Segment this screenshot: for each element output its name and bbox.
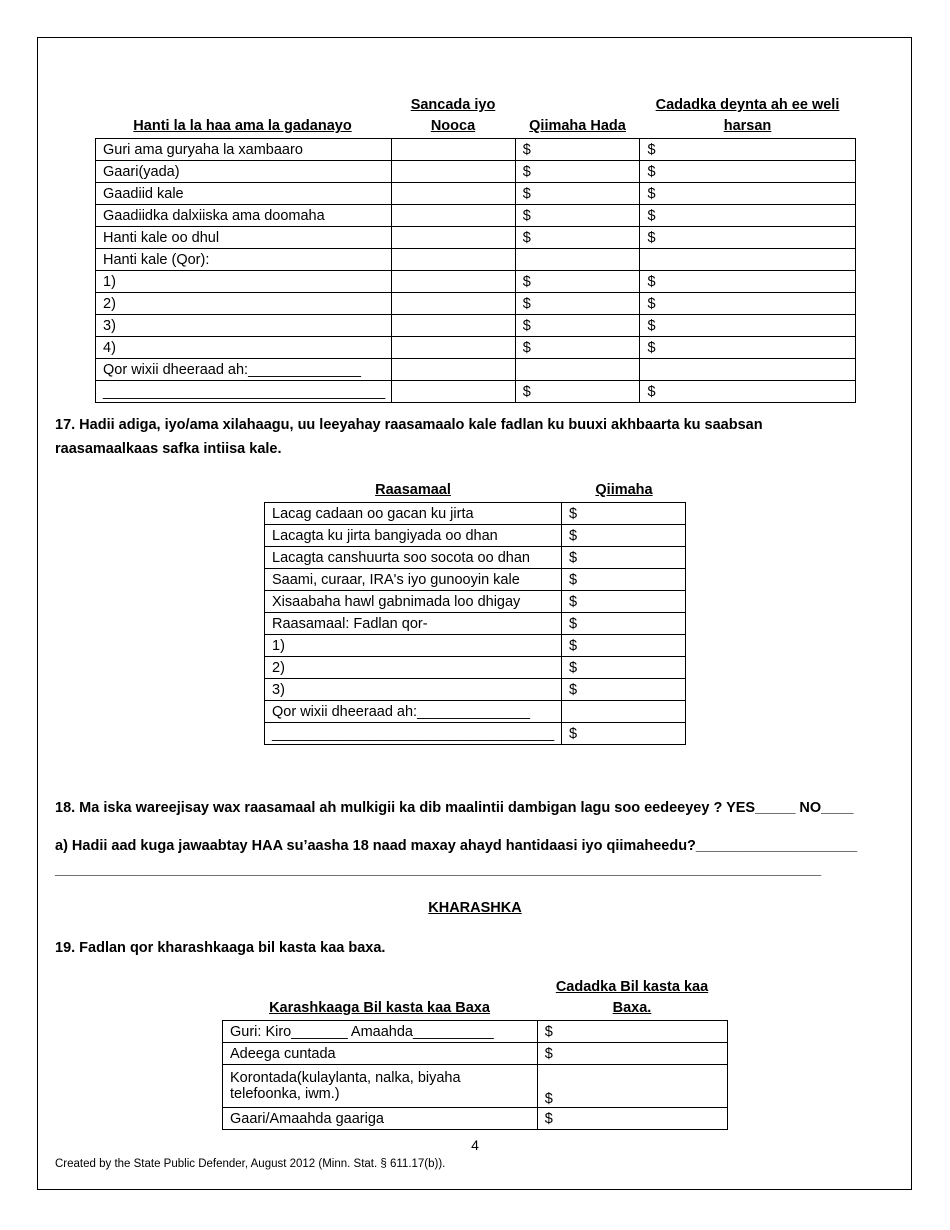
capital-value-cell[interactable]: $	[561, 591, 685, 613]
asset-debt-cell[interactable]: $	[640, 337, 856, 359]
asset-debt-cell[interactable]: $	[640, 161, 856, 183]
asset-type-cell[interactable]	[391, 359, 515, 381]
capital-label: 2)	[265, 657, 562, 679]
expense-value-cell[interactable]: $	[537, 1065, 727, 1108]
table-row	[223, 1108, 728, 1130]
expense-value-cell[interactable]: $	[537, 1108, 727, 1130]
capital-label: Lacag cadaan oo gacan ku jirta	[265, 503, 562, 525]
question-17: 17. Hadii adiga, iyo/ama xilahaagu, uu leeyahay raasamaalo kale fadlan ku buuxi akhbaarta ku saabsan raasamaalkaas safka intiisa kale.	[55, 417, 763, 457]
asset-value-cell[interactable]: $	[515, 271, 640, 293]
table-row	[223, 1065, 728, 1108]
asset-value-cell[interactable]: $	[515, 315, 640, 337]
asset-type-cell[interactable]	[391, 315, 515, 337]
asset-type-cell[interactable]	[391, 337, 515, 359]
table-row	[96, 315, 856, 337]
table-row	[96, 293, 856, 315]
asset-debt-cell[interactable]: $	[640, 183, 856, 205]
asset-label: 4)	[96, 337, 392, 359]
asset-type-cell[interactable]	[391, 183, 515, 205]
asset-value-cell[interactable]: $	[515, 139, 640, 161]
question-18: 18. Ma iska wareejisay wax raasamaal ah mulkigii ka dib maalintii dambigan lagu soo eedeeyey ? YES_____ NO____	[55, 800, 854, 816]
asset-debt-cell[interactable]: $	[640, 227, 856, 249]
capital-label[interactable]: Qor wixii dheeraad ah:______________	[265, 701, 562, 723]
asset-debt-cell[interactable]: $	[640, 271, 856, 293]
asset-value-cell[interactable]: $	[515, 183, 640, 205]
table-row	[265, 613, 686, 635]
asset-type-cell[interactable]	[391, 227, 515, 249]
capital-label: Raasamaal: Fadlan qor-	[265, 613, 562, 635]
expense-label[interactable]: Guri: Kiro_______ Amaahda__________	[223, 1021, 538, 1043]
asset-type-cell[interactable]	[391, 293, 515, 315]
capital-value-cell[interactable]: $	[561, 525, 685, 547]
capital-label[interactable]: ___________________________________	[265, 723, 562, 745]
table-row	[96, 249, 856, 271]
question-18a: a) Hadii aad kuga jawaabtay HAA su’aasha 18 naad maxay ahayd hantidaasi iyo qiimaheedu?____________________	[55, 838, 858, 854]
asset-value-cell[interactable]	[515, 249, 640, 271]
asset-label: Gaari(yada)	[96, 161, 392, 183]
asset-type-cell[interactable]	[391, 249, 515, 271]
asset-label: 2)	[96, 293, 392, 315]
asset-label: Guri ama guryaha la xambaaro	[96, 139, 392, 161]
table-row	[96, 227, 856, 249]
asset-value-cell[interactable]: $	[515, 161, 640, 183]
expense-label: Korontada(kulaylanta, nalka, biyaha telefoonka, iwm.)	[223, 1065, 538, 1108]
capital-label: 1)	[265, 635, 562, 657]
asset-debt-cell[interactable]: $	[640, 139, 856, 161]
expense-header-amount: Cadadka Bil kasta kaa Baxa.	[555, 979, 709, 1016]
asset-debt-cell[interactable]	[640, 359, 856, 381]
capital-value-cell[interactable]: $	[561, 503, 685, 525]
asset-debt-cell[interactable]: $	[640, 315, 856, 337]
assets-header-value: Qiimaha Hada	[529, 118, 626, 134]
asset-label: 1)	[96, 271, 392, 293]
table-row	[96, 359, 856, 381]
capital-value-cell[interactable]: $	[561, 657, 685, 679]
assets-header-type: Sancada iyo Nooca	[410, 97, 496, 134]
assets-table	[95, 138, 856, 403]
table-row	[265, 503, 686, 525]
table-row	[223, 1043, 728, 1065]
table-row	[265, 569, 686, 591]
asset-debt-cell[interactable]	[640, 249, 856, 271]
table-row	[96, 205, 856, 227]
table-row	[265, 635, 686, 657]
capital-value-cell[interactable]	[561, 701, 685, 723]
asset-label: 3)	[96, 315, 392, 337]
capital-header-value: Qiimaha	[595, 482, 653, 498]
asset-debt-cell[interactable]: $	[640, 205, 856, 227]
page-number: 4	[471, 1137, 479, 1153]
asset-value-cell[interactable]: $	[515, 205, 640, 227]
capital-label: Saami, curaar, IRA's iyo gunooyin kale	[265, 569, 562, 591]
capital-label: Xisaabaha hawl gabnimada loo dhigay	[265, 591, 562, 613]
asset-label[interactable]: ___________________________________	[96, 381, 392, 403]
capital-table	[264, 502, 686, 745]
asset-label: Gaadiidka dalxiiska ama doomaha	[96, 205, 392, 227]
asset-type-cell[interactable]	[391, 271, 515, 293]
capital-label: 3)	[265, 679, 562, 701]
table-row	[265, 657, 686, 679]
capital-header-item: Raasamaal	[375, 482, 451, 498]
table-row	[96, 161, 856, 183]
table-row	[265, 547, 686, 569]
expense-label: Gaari/Amaahda gaariga	[223, 1108, 538, 1130]
capital-value-cell[interactable]: $	[561, 569, 685, 591]
table-row	[96, 381, 856, 403]
question-19: 19. Fadlan qor kharashkaaga bil kasta kaa baxa.	[55, 940, 386, 956]
table-row	[96, 139, 856, 161]
asset-type-cell[interactable]	[391, 139, 515, 161]
expense-table	[222, 1020, 728, 1130]
section-title: KHARASHKA	[428, 900, 522, 916]
capital-value-cell[interactable]: $	[561, 613, 685, 635]
asset-type-cell[interactable]	[391, 381, 515, 403]
asset-value-cell[interactable]: $	[515, 293, 640, 315]
capital-value-cell[interactable]: $	[561, 547, 685, 569]
asset-debt-cell[interactable]: $	[640, 293, 856, 315]
asset-debt-cell[interactable]: $	[640, 381, 856, 403]
asset-label[interactable]: Qor wixii dheeraad ah:______________	[96, 359, 392, 381]
question-18a-answer-line[interactable]: _______________________________________________________________________________________________	[55, 862, 822, 878]
capital-label: Lacagta ku jirta bangiyada oo dhan	[265, 525, 562, 547]
table-row	[265, 723, 686, 745]
asset-value-cell[interactable]: $	[515, 381, 640, 403]
footer-credit: Created by the State Public Defender, August 2012 (Minn. Stat. § 611.17(b)).	[55, 1158, 446, 1170]
assets-header-debt: Cadadka deynta ah ee weli harsan	[655, 97, 840, 134]
asset-type-cell[interactable]	[391, 161, 515, 183]
table-row	[265, 701, 686, 723]
asset-value-cell[interactable]: $	[515, 337, 640, 359]
table-row	[96, 337, 856, 359]
table-row	[96, 271, 856, 293]
table-row	[223, 1021, 728, 1043]
expense-value-cell[interactable]: $	[537, 1021, 727, 1043]
asset-label: Hanti kale oo dhul	[96, 227, 392, 249]
table-row	[265, 525, 686, 547]
capital-value-cell[interactable]: $	[561, 679, 685, 701]
table-row	[265, 679, 686, 701]
expense-value-cell[interactable]: $	[537, 1043, 727, 1065]
table-row	[96, 183, 856, 205]
expense-header-item: Karashkaaga Bil kasta kaa Baxa	[269, 1000, 490, 1016]
capital-value-cell[interactable]: $	[561, 635, 685, 657]
capital-value-cell[interactable]: $	[561, 723, 685, 745]
asset-value-cell[interactable]	[515, 359, 640, 381]
expense-label: Adeega cuntada	[223, 1043, 538, 1065]
asset-label: Gaadiid kale	[96, 183, 392, 205]
asset-label: Hanti kale (Qor):	[96, 249, 392, 271]
table-row	[265, 591, 686, 613]
asset-type-cell[interactable]	[391, 205, 515, 227]
capital-label: Lacagta canshuurta soo socota oo dhan	[265, 547, 562, 569]
asset-value-cell[interactable]: $	[515, 227, 640, 249]
assets-header-item: Hanti la la haa ama la gadanayo	[133, 118, 352, 134]
